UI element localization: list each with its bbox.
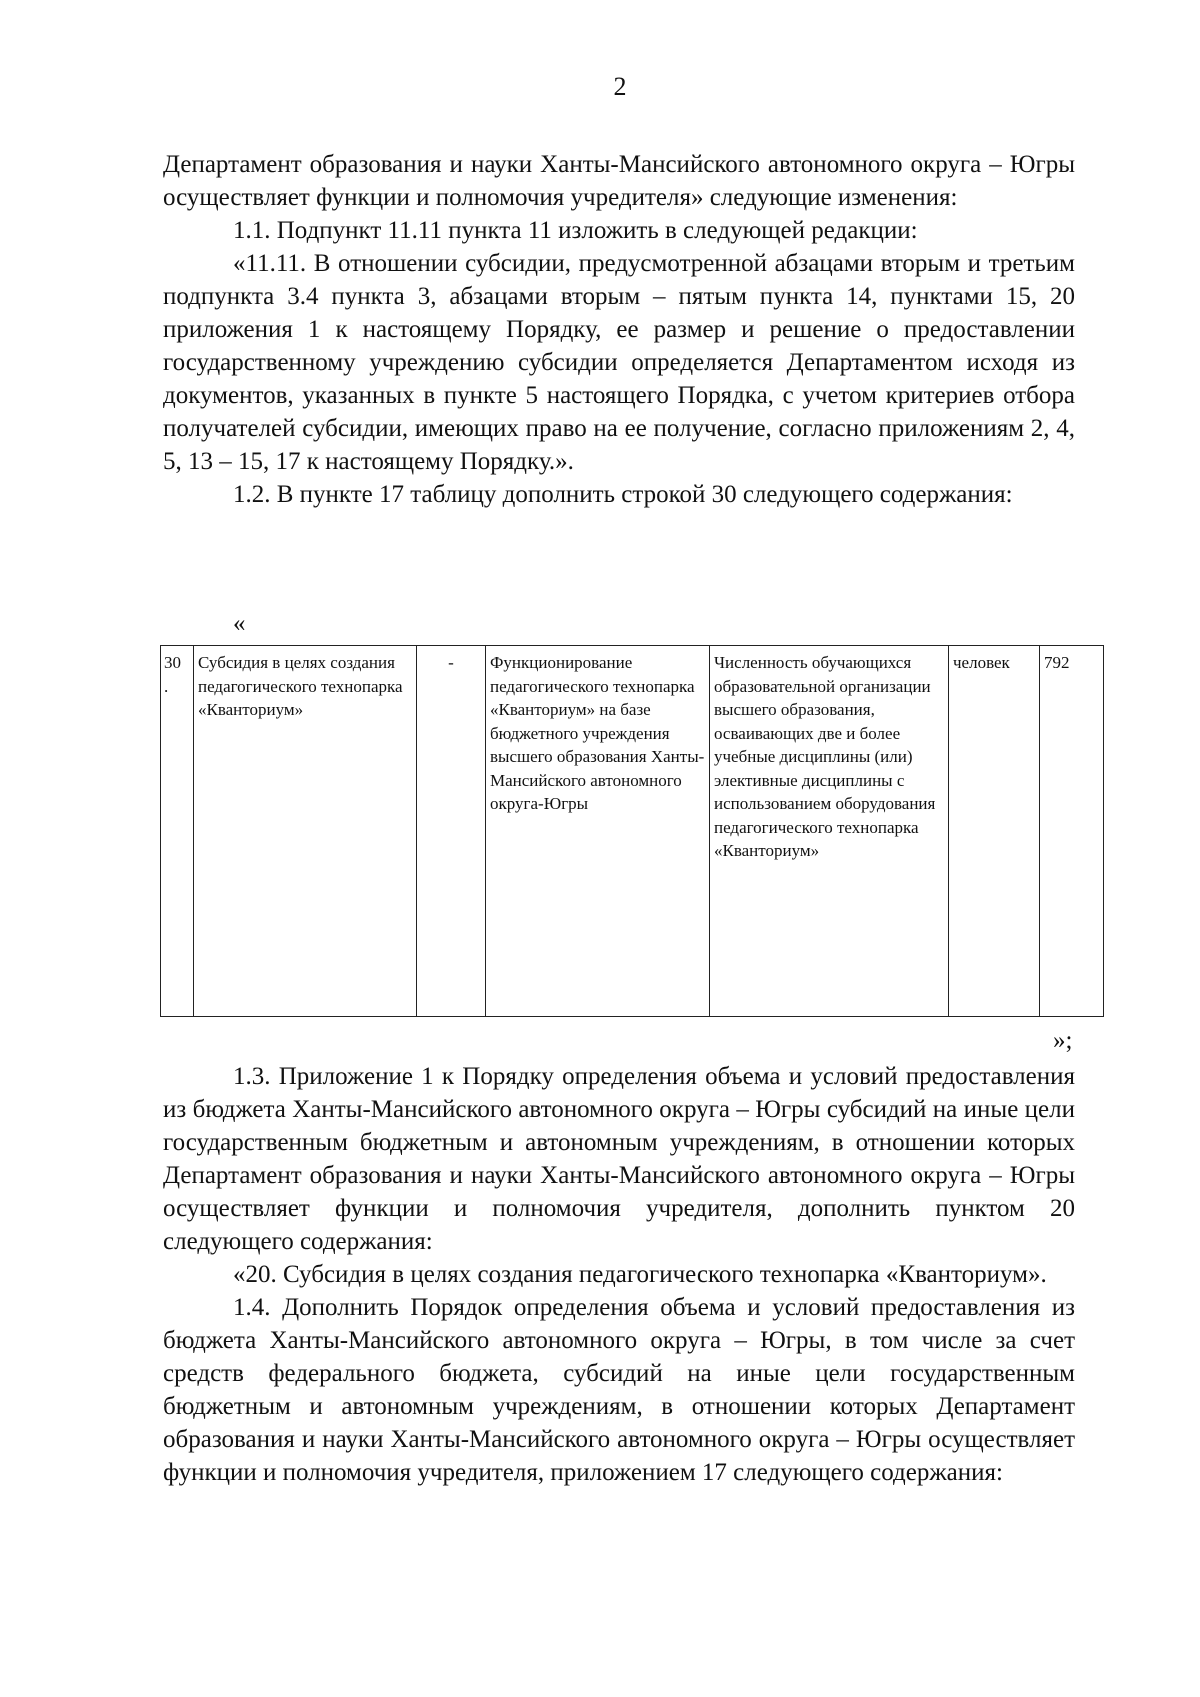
paragraph-1-4: 1.4. Дополнить Порядок определения объема и условий предоставления из бюджета Ханты-Мансийского автономного округа – Югры, в том числе за счет средств федерального бюджета, субсидий на иные цели государственным бюджетным и автономным учреждениям, в отношении которых Департамент образования и науки Ханты-Мансийского автономного округа – Югры осуществляет функции и полномочия учредителя, приложением 17 следующего содержания: bbox=[163, 1294, 1075, 1486]
cell-indicator: Численность обучающихся образовательной организации высшего образования, осваивающих две и более учебные дисциплины (или) элективные дисциплины с использованием оборудования педагогического технопарка «Кванториум» bbox=[710, 646, 949, 1017]
cell-value: 792 bbox=[1040, 646, 1104, 1017]
cell-unit: человек bbox=[949, 646, 1040, 1017]
paragraph-11-11: «11.11. В отношении субсидии, предусмотренной абзацами вторым и третьим подпункта 3.4 пункта 3, абзацами вторым – пятым пункта 14, пунктами 15, 20 приложения 1 к настоящему Порядку, ее размер и решение о предоставлении государственному учреждению субсидии определяется Департаментом исходя из документов, указанных в пункте 5 настоящего Порядка, с учетом критериев отбора получателей субсидии, имеющих право на ее получение, согласно приложениям 2, 4, 5, 13 – 15, 17 к настоящему Порядку.». bbox=[163, 250, 1075, 475]
paragraph-intro: Департамент образования и науки Ханты-Мансийского автономного округа – Югры осуществляет функции и полномочия учредителя» следующие изменения: bbox=[163, 151, 1075, 211]
table-row bbox=[161, 646, 1104, 1017]
row-number-dot: . bbox=[164, 676, 169, 696]
cell-subsidy: Субсидия в целях создания педагогического технопарка «Кванториум» bbox=[194, 646, 417, 1017]
cell-number bbox=[161, 646, 194, 1017]
body-bottom bbox=[163, 1060, 1075, 1489]
row-number: 30 bbox=[164, 653, 181, 672]
subsidy-table bbox=[160, 645, 1104, 1017]
body-top bbox=[163, 148, 1075, 511]
close-quote: »; bbox=[1053, 1027, 1073, 1054]
open-quote: « bbox=[233, 610, 246, 637]
paragraph-1-1: 1.1. Подпункт 11.11 пункта 11 изложить в следующей редакции: bbox=[233, 217, 918, 244]
cell-dash: - bbox=[417, 646, 486, 1017]
cell-purpose: Функционирование педагогического технопарка «Кванториум» на базе бюджетного учреждения высшего образования Ханты-Мансийского автономного округа-Югры bbox=[486, 646, 710, 1017]
paragraph-1-3: 1.3. Приложение 1 к Порядку определения объема и условий предоставления из бюджета Ханты-Мансийского автономного округа – Югры субсидий на иные цели государственным бюджетным и автономным учреждениям, в отношении которых Департамент образования и науки Ханты-Мансийского автономного округа – Югры осуществляет функции и полномочия учредителя, дополнить пунктом 20 следующего содержания: bbox=[163, 1063, 1075, 1255]
page-number: 2 bbox=[613, 72, 627, 101]
paragraph-1-2: 1.2. В пункте 17 таблицу дополнить строкой 30 следующего содержания: bbox=[233, 481, 1013, 508]
paragraph-20: «20. Субсидия в целях создания педагогического технопарка «Кванториум». bbox=[233, 1261, 1047, 1288]
